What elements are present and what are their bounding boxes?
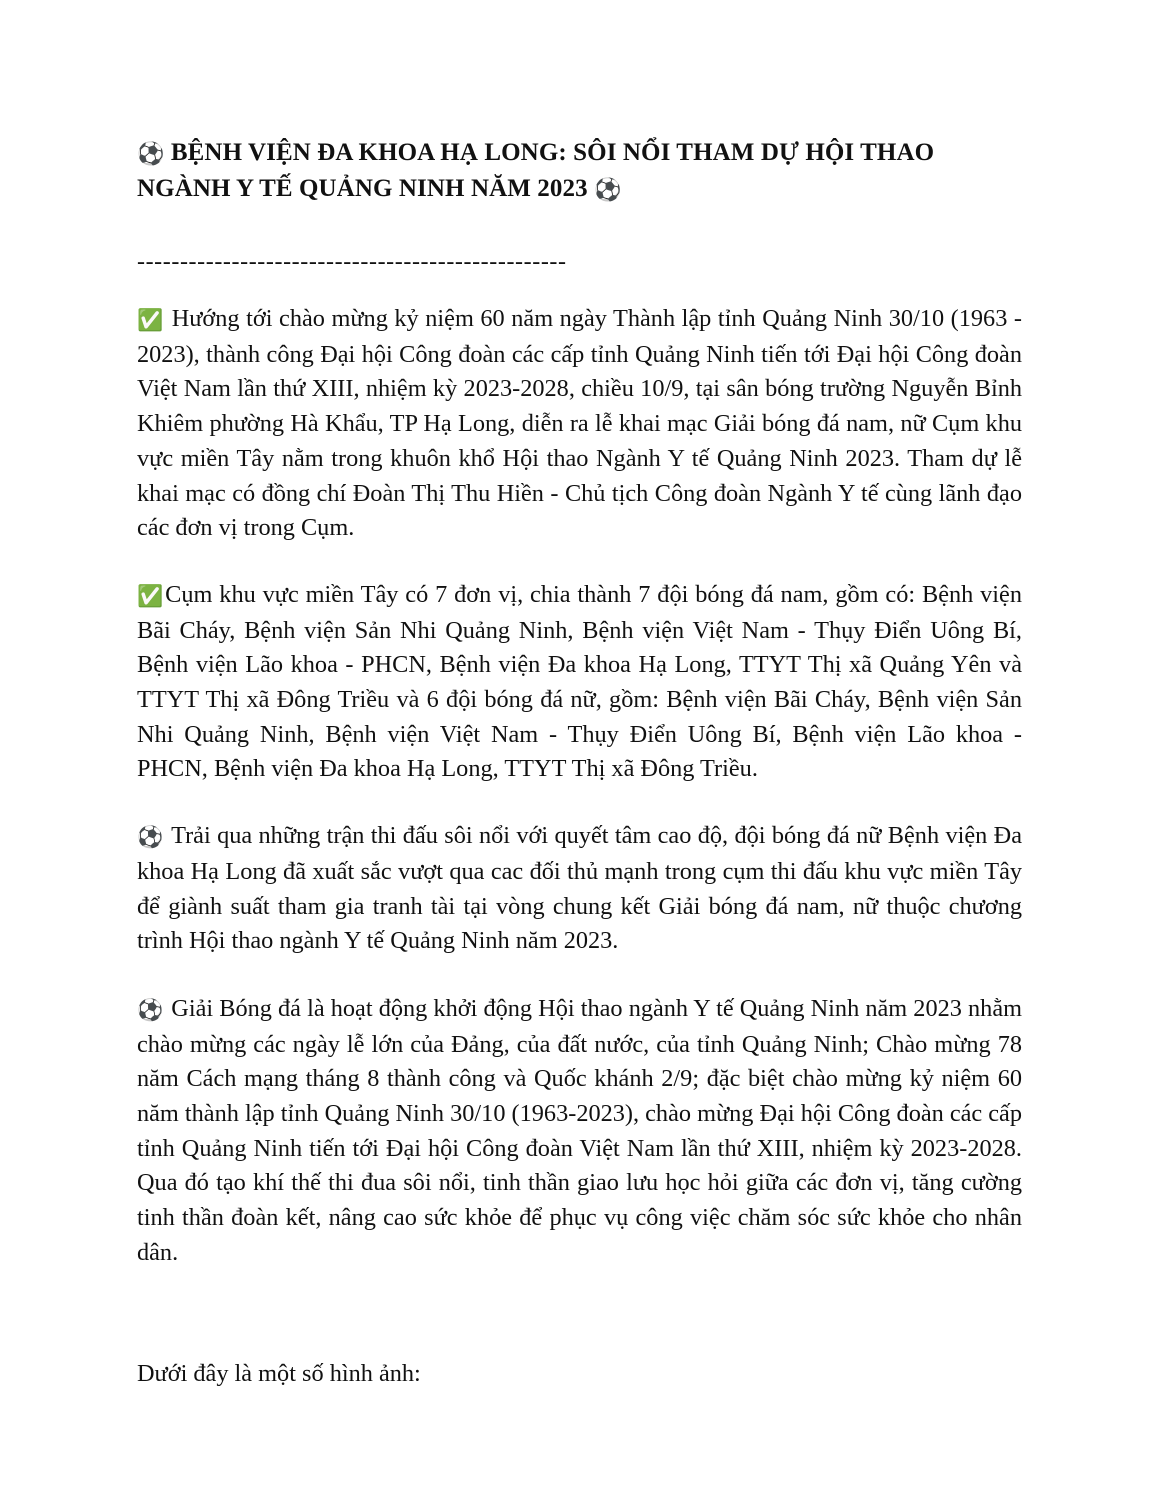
paragraph-text: Giải Bóng đá là hoạt động khởi động Hội thao ngành Y tế Quảng Ninh năm 2023 nhằm chào mừng các ngày lễ lớn của Đảng, của đất nước, của tỉnh Quảng Ninh; Chào mừng 78 năm Cách mạng tháng 8 thành công và Quốc khánh 2/9; đặc biệt chào mừng kỷ niệm 60 năm thành lập tỉnh Quảng Ninh 30/10 (1963-2023), chào mừng Đại hội Công đoàn các cấp tỉnh Quảng Ninh tiến tới Đại hội Công đoàn Việt Nam lần thứ XIII, nhiệm kỳ 2023-2028. Qua đó tạo khí thế thi đua sôi nổi, tinh thần giao lưu học hỏi giữa các đơn vị, tăng cường tinh thần đoàn kết, nâng cao sức khỏe để phục vụ công việc chăm sóc sức khỏe cho nhân dân.: [137, 994, 1023, 1266]
separator-line: --------------------------------------------------: [137, 249, 567, 275]
paragraph-3: [137, 819, 1022, 959]
soccer-ball-icon: ⚽: [137, 997, 164, 1022]
check-mark-icon: ✅: [137, 583, 164, 608]
page-title: [137, 136, 1022, 208]
paragraph-2: [137, 578, 1022, 787]
paragraph-1: [137, 302, 1022, 546]
paragraph-4: [137, 992, 1022, 1271]
soccer-ball-icon: ⚽: [137, 825, 164, 850]
soccer-ball-icon: ⚽: [594, 178, 622, 203]
check-mark-icon: ✅: [137, 308, 164, 332]
paragraph-text: Hướng tới chào mừng kỷ niệm 60 năm ngày Thành lập tỉnh Quảng Ninh 30/10 (1963 - 2023), thành công Đại hội Công đoàn các cấp tỉnh Quảng Ninh tiến tới Đại hội Công đoàn Việt Nam lần thứ XIII, nhiệm kỳ 2023-2028, chiều 10/9, tại sân bóng trường Nguyễn Bỉnh Khiêm phường Hà Khẩu, TP Hạ Long, diễn ra lễ khai mạc Giải bóng đá nam, nữ Cụm khu vực miền Tây nằm trong khuôn khổ Hội thao Ngành Y tế Quảng Ninh 2023. Tham dự lễ khai mạc có đồng chí Đoàn Thị Thu Hiền - Chủ tịch Công đoàn Ngành Y tế cùng lãnh đạo các đơn vị trong Cụm.: [137, 305, 1022, 542]
closing-line: Dưới đây là một số hình ảnh:: [137, 1359, 421, 1387]
title-text: BỆNH VIỆN ĐA KHOA HẠ LONG: SÔI NỔI THAM DỰ HỘI THAO NGÀNH Y TẾ QUẢNG NINH NĂM 2023: [137, 139, 935, 202]
paragraph-text: Trải qua những trận thi đấu sôi nổi với quyết tâm cao độ, đội bóng đá nữ Bệnh viện Đa khoa Hạ Long đã xuất sắc vượt qua cac đối thủ mạnh trong cụm thi đấu khu vực miền Tây để giành suất tham gia tranh tài tại vòng chung kết Giải bóng đá nam, nữ thuộc chương trình Hội thao ngành Y tế Quảng Ninh năm 2023.: [137, 822, 1022, 955]
paragraph-text: Cụm khu vực miền Tây có 7 đơn vị, chia thành 7 đội bóng đá nam, gồm có: Bệnh viện Bãi Cháy, Bệnh viện Sản Nhi Quảng Ninh, Bệnh viện Việt Nam - Thụy Điển Uông Bí, Bệnh viện Lão khoa - PHCN, Bệnh viện Đa khoa Hạ Long, TTYT Thị xã Quảng Yên và TTYT Thị xã Đông Triều và 6 đội bóng đá nữ, gồm: Bệnh viện Bãi Cháy, Bệnh viện Sản Nhi Quảng Ninh, Bệnh viện Việt Nam - Thụy Điển Uông Bí, Bệnh viện Lão khoa - PHCN, Bệnh viện Đa khoa Hạ Long, TTYT Thị xã Đông Triều.: [137, 580, 1022, 783]
soccer-ball-icon: ⚽: [137, 142, 165, 167]
